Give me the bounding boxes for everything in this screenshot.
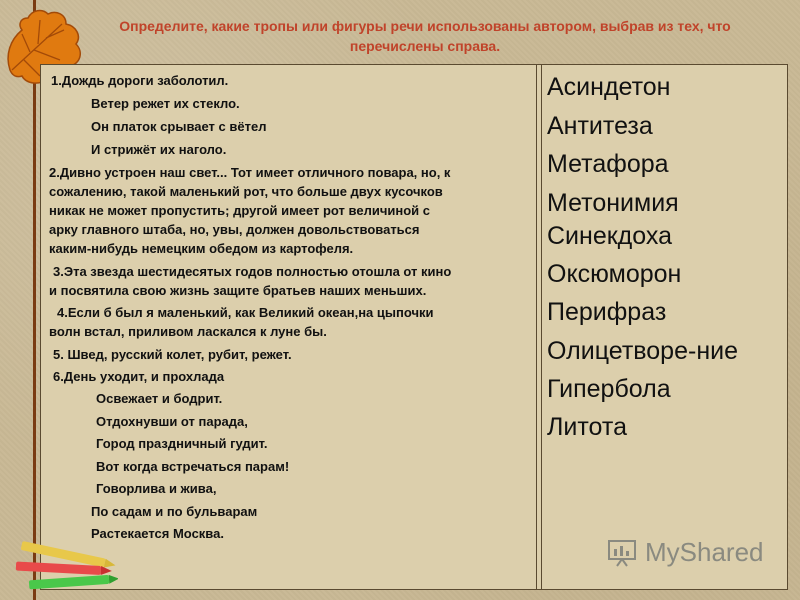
- example-line: 1.Дождь дороги заболотил.: [51, 73, 229, 88]
- example-line: 6.День уходит, и прохлада: [53, 369, 225, 384]
- term-item: Асиндетон: [547, 73, 671, 101]
- presentation-board-icon: [607, 539, 637, 567]
- term-item: Гипербола: [547, 375, 671, 403]
- term-item: Антитеза: [547, 112, 653, 140]
- example-line: волн встал, приливом ласкался к луне бы.: [49, 324, 327, 339]
- example-line: Говорлива и жива,: [96, 481, 217, 496]
- term-item: Оксюморон: [547, 260, 682, 288]
- crayons-icon: [8, 540, 118, 595]
- term-item: Литота: [547, 413, 627, 441]
- example-line: И стрижёт их наголо.: [91, 142, 227, 157]
- title-line-2: перечислены справа.: [349, 38, 501, 54]
- term-item: Метафора: [547, 150, 669, 178]
- example-line: По садам и по бульварам: [91, 504, 258, 519]
- example-line: каким-нибудь немецким обедом из картофеля.: [49, 241, 354, 256]
- example-line: и посвятила свою жизнь защите братьев наших меньших.: [49, 283, 427, 298]
- term-item: Перифраз: [547, 298, 667, 326]
- example-line: Отдохнувши от парада,: [96, 414, 248, 429]
- content-table: [40, 64, 788, 590]
- example-line: Он платок срывает с вётел: [91, 119, 267, 134]
- example-line: сожалению, такой маленький рот, что больше двух кусочков: [49, 184, 443, 199]
- example-line: никак не может пропустить; другой имеет рот величиной с: [49, 203, 430, 218]
- title-line-1: Определите, какие тропы или фигуры речи использованы автором, выбрав из тех, что: [119, 18, 731, 34]
- term-item: Синекдоха: [547, 222, 672, 250]
- example-line: Ветер режет их стекло.: [91, 96, 240, 111]
- example-line: арку главного штаба, но, увы, должен довольствоваться: [49, 222, 420, 237]
- task-title: [70, 16, 780, 56]
- example-line: 5. Швед, русский колет, рубит, режет.: [53, 347, 292, 362]
- column-divider: [536, 65, 542, 589]
- example-line: 2.Дивно устроен наш свет... Тот имеет отличного повара, но, к: [49, 165, 451, 180]
- term-item: Олицетворе-ние: [547, 337, 738, 365]
- example-line: Растекается Москва.: [91, 526, 224, 541]
- example-line: Освежает и бодрит.: [96, 391, 223, 406]
- example-line: 4.Если б был я маленький, как Великий океан,на цыпочки: [57, 305, 434, 320]
- example-line: Вот когда встречаться парам!: [96, 459, 290, 474]
- watermark-text: MyShared: [645, 537, 764, 567]
- example-line: 3.Эта звезда шестидесятых годов полностью отошла от кино: [53, 264, 452, 279]
- example-line: Город праздничный гудит.: [96, 436, 268, 451]
- term-item: Метонимия: [547, 189, 679, 217]
